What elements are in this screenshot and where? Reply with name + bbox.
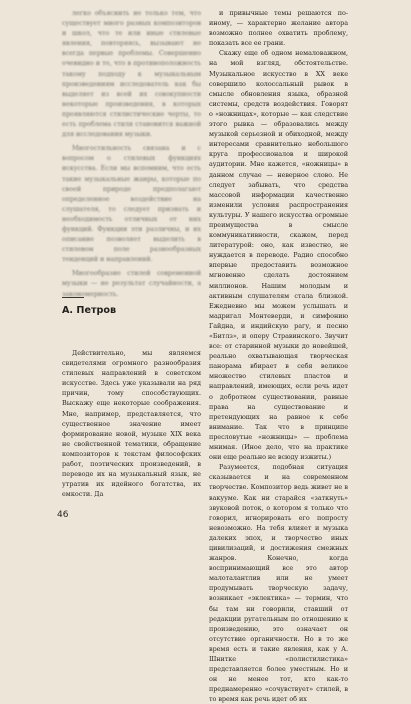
paragraph: Многостильность связана и с вопросом о стилевых функциях искусства. Если мы вспомним, что есть такие музыкальные жанры, которые по своей природе предполагают определенное воздействие на слушателя, то следует признать и необходимость отличных от них функций. Функции эти различны, и их описание позволяет выделить в стилевом поле разнообразных тенденций и направлений. — [62, 144, 201, 264]
paragraph: Разумеется, подобная ситуация сказывается и на современном творчестве. Композитор ведь живет не в вакууме. Как ни старайся «заткнуть» звуковой поток, о котором я только что говорил, игнорировать его попросту невозможно. На тебя влияет и музыка далеких эпох, и творчество иных цивилизаций, и достижения смежных жанров. Конечно, когда воспринимающий все это автор малоталантлив или не умеет продумывать творческую задачу, возникает «эклектика» — термин, что бы там ни говорили, ставший от редакции ругательным по отношению к произведению, это означает он отсутствие органичности. Но в то же время есть и такие явления, как у А. Шнитке «полистилистика» представляется более уместным. Но и он не менее тот, кто как-то преднамеренно «сочувствует» стилей, в то время как речь идет об их — [209, 463, 348, 704]
author-name: А. Петров — [62, 305, 117, 316]
paragraph: Многообразие стилей современной музыки — не результат случайности, а закономерность. — [62, 269, 201, 298]
left-column-lower — [62, 348, 201, 499]
paragraph: легко объяснить не только тем, что существует много разных композиторов и школ, что те или иные стилевые явления, повторяясь, вызывают не всегда первые проблемы. Совершенно очевидно и то, что в противоположность такому подходу к музыкальным произведениям исследователь как бы выделяет из всей их совокупности некоторые произведения, в которых проявляются стилистические черты, то есть проблема стиля становится важной для исследования музыки. — [62, 9, 201, 139]
paragraph: и привычные темы решаются по-иному, — характерно желание автора возможно полнее охватить проблему, показать все ее грани. — [209, 9, 348, 48]
paragraph: Действительно, мы являемся свидетелями огромного разнообразия стилевых направлений в советском искусстве. Здесь уже указывали на ряд причин, тому способствующих. Выскажу еще некоторые соображения. Мне, например, представляется, что существенное значение имеет формирование новой, музыке XIX века не свойственной тематики, обращение композиторов к текстам философских работ, поэтических произведений, в переводе их на музыкальный язык, не утратив их идейного богатства, их емкости. Да — [62, 349, 201, 499]
author-divider — [62, 297, 84, 298]
paragraph: Скажу еще об одном немаловажном, на мой взгляд, обстоятельстве. Музыкальное искусство в XX веке совершило колоссальный рывок в смысле обновления языка, образной системы, средств воздействия. Говорят о «ножницах», которые — как следствие этого рывка — образовались между музыкой серьезной и обиходной, между интересами сравнительно небольшого круга профессионалов и широкой аудитории. Мне кажется, «ножницы» в данном случае — неверное слово. Не следует забывать, что средства массовой информации качественно изменили условия распространения культуры. У нашего искусства огромные преимущества в смысле коммуникативности, скажем, перед литературой: оно, как известно, не нуждается в переводе. Радио способно впервые предоставить возможное мгновенно сделать достоянием миллионов. Нашим молодым и активным слушателям стала близкой. Ежедневно мы можем услышать и мадригал Монтеверди, и симфонию Гайдна, и индийскую рагу, и песню «Битлз», и оперу Стравинского. Звучит все: от старинной музыки до новейшей, реально охватывающая творческая панорама вбирает в себя великое множество стилевых пластов и направлений, имеющих, если речь идет о добротном существовании, равные права на существование и претендующих на равное к себе внимание. Так что в принципе пресловутые «ножницы» — проблема мнимая. (Иное дело, что на практике они еще реально не всюду изжиты.) — [209, 49, 348, 462]
left-column — [62, 8, 201, 298]
right-column — [209, 8, 348, 704]
page-number: 46 — [57, 510, 69, 520]
faded-text-block — [62, 8, 201, 298]
